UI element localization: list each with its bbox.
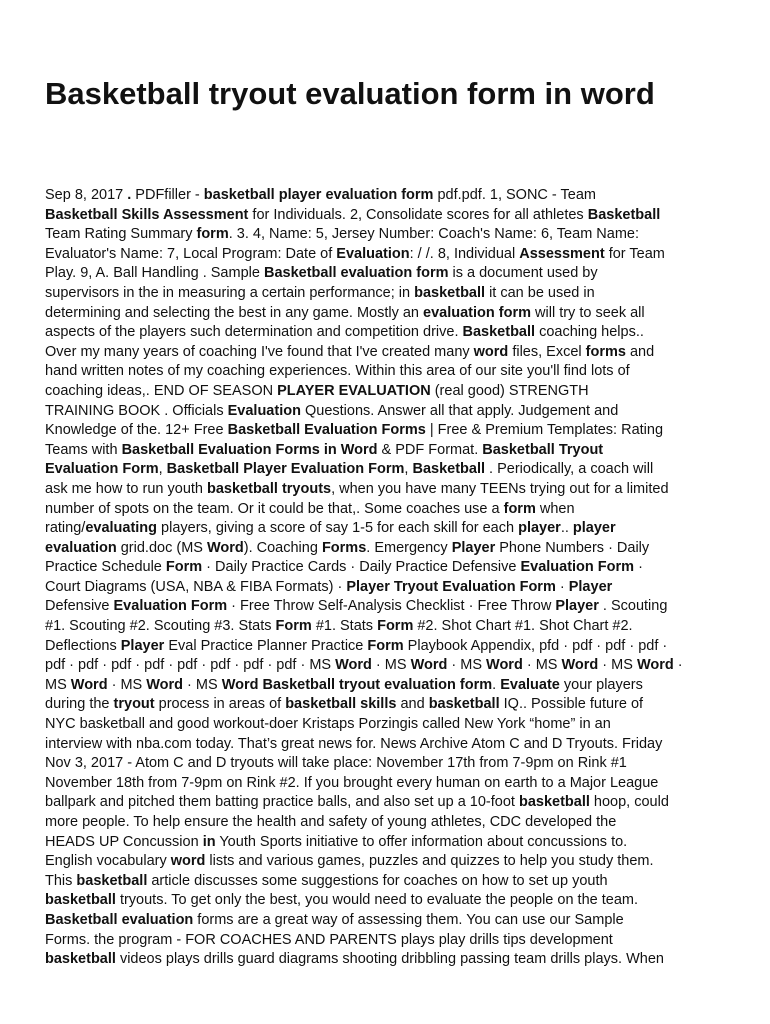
bold-keyword: Word — [486, 657, 523, 674]
text-run: coaching ideas,. END OF SEASON — [45, 382, 278, 399]
text-run: number of spots on the team. Or it could be that,. Some coaches use a — [45, 500, 504, 517]
text-run: · MS — [522, 657, 562, 674]
bold-keyword: . — [127, 187, 132, 203]
bold-keyword: Basketball Player Evaluation Form — [166, 461, 405, 478]
text-run: · — [555, 578, 569, 595]
text-run: , — [404, 461, 413, 478]
bold-keyword: Word — [206, 539, 244, 556]
bold-keyword: Basketball evaluation form — [263, 265, 449, 282]
text-run: #1. Stats — [311, 618, 378, 635]
text-run: This — [45, 872, 77, 889]
bold-keyword: Player Tryout Evaluation Form — [346, 578, 556, 595]
text-run: Deflections — [45, 637, 121, 654]
text-run: coaching helps.. — [535, 324, 644, 341]
bold-keyword: evaluation form — [423, 304, 531, 321]
text-run: Play. 9, A. Ball Handling . Sample — [45, 265, 264, 282]
text-line — [45, 519, 725, 539]
bold-keyword: PLAYER EVALUATION — [277, 382, 431, 399]
bold-keyword: player — [518, 520, 561, 537]
text-run: . Periodically, a coach will — [485, 461, 654, 478]
text-run: .. — [560, 520, 573, 537]
text-run: article discusses some suggestions for coaches on how to set up youth — [147, 872, 608, 889]
text-run: ). Coaching — [243, 539, 322, 556]
text-line — [45, 284, 725, 304]
bold-keyword: Assessment — [519, 245, 605, 262]
bold-keyword: Form — [377, 618, 414, 635]
text-run: it can be used in — [485, 284, 595, 301]
text-run: IQ.. Possible future of — [499, 696, 644, 713]
text-run: determining and selecting the best in any game. Mostly an — [45, 304, 424, 321]
bold-keyword: basketball skills — [285, 696, 397, 713]
text-run: Defensive — [45, 598, 114, 615]
text-run: Nov 3, 2017 - Atom C and D tryouts will take place: November 17th from 7-9pm on Rink #1 — [45, 755, 627, 772]
text-line — [45, 774, 725, 794]
text-run: Over my many years of coaching I've found that I've created many — [45, 343, 474, 360]
text-run: hand written notes of my coaching experiences. Within this area of our site you'll find lots of — [45, 363, 630, 380]
text-run: , — [158, 461, 167, 478]
bold-keyword: Word — [561, 657, 599, 674]
bold-keyword: Player — [555, 598, 599, 615]
text-run: · MS — [371, 657, 411, 674]
text-line — [45, 323, 725, 343]
text-run: tryouts. To get only the best, you would need to evaluate the people on the team. — [115, 892, 639, 909]
text-line — [45, 382, 725, 402]
text-line — [45, 872, 725, 892]
text-line — [45, 362, 725, 382]
bold-keyword: Basketball Tryout — [482, 441, 604, 458]
text-line — [45, 421, 725, 441]
text-run: #2. Shot Chart #1. Shot Chart #2. — [413, 618, 633, 635]
bold-keyword: Form — [165, 559, 203, 576]
text-run: hoop, could — [589, 794, 669, 811]
bold-keyword: Basketball evaluation — [45, 911, 194, 928]
bold-keyword: basketball — [45, 892, 116, 909]
bold-keyword: Evaluate — [500, 676, 560, 693]
text-run: forms are a great way of assessing them. You can use our Sample — [193, 911, 624, 928]
bold-keyword: Form — [367, 637, 404, 654]
text-run: | Free & Premium Templates: Rating — [425, 422, 664, 439]
bold-keyword: Basketball Evaluation Forms — [227, 422, 426, 439]
text-line — [45, 206, 725, 226]
text-line — [45, 891, 725, 911]
text-run: Court Diagrams (USA, NBA & FIBA Formats) · — [45, 578, 347, 595]
text-run: ballpark and pitched them batting practice balls, and also set up a 10-foot — [45, 794, 519, 811]
text-run: Youth Sports initiative to offer information about concussions to. — [215, 833, 628, 850]
text-run: · — [673, 657, 683, 674]
text-run: #1. Scouting #2. Scouting #3. Stats — [45, 618, 276, 635]
bold-keyword: basketball — [428, 696, 500, 713]
text-run: supervisors in the in measuring a certain performance; in — [45, 284, 415, 301]
bold-keyword: basketball — [45, 951, 116, 968]
text-run: your players — [559, 676, 643, 693]
text-line — [45, 931, 725, 951]
text-run: is a document used by — [448, 265, 598, 282]
text-run: TRAINING BOOK . Officials — [45, 402, 228, 419]
text-run: · MS — [598, 657, 637, 674]
text-run: Phone Numbers · Daily — [495, 539, 650, 556]
text-run: (real good) STRENGTH — [430, 382, 589, 399]
text-line — [45, 911, 725, 931]
text-line — [45, 676, 725, 696]
bold-keyword: Word — [70, 676, 108, 693]
text-run: players, giving a score of say 1-5 for each skill for each — [157, 520, 519, 537]
bold-keyword: Word — [410, 657, 448, 674]
bold-keyword: Player — [451, 539, 496, 556]
text-run: MS — [45, 676, 71, 693]
text-run: HEADS UP Concussion — [45, 833, 203, 850]
text-run: · MS — [183, 676, 222, 693]
bold-keyword: Evaluation Form — [113, 598, 228, 615]
text-line — [45, 343, 725, 363]
text-run: . Scouting — [598, 598, 668, 615]
text-line — [45, 754, 725, 774]
text-line — [45, 578, 725, 598]
text-line — [45, 245, 725, 265]
text-run: pdf · pdf · pdf · pdf · pdf · pdf · pdf · pdf · MS — [45, 657, 336, 674]
bold-keyword: Word Basketball tryout evaluation form — [221, 676, 493, 693]
text-line — [45, 500, 725, 520]
text-run: NYC basketball and good workout-doer Kristaps Porzingis called New York “home” in an — [45, 716, 611, 733]
text-run: ask me how to run youth — [45, 480, 207, 497]
bold-keyword: Basketball Evaluation Forms in Word — [121, 441, 378, 458]
text-run: : / /. 8, Individual — [409, 245, 520, 262]
text-line — [45, 186, 725, 206]
text-run: Knowledge of the. 12+ Free — [45, 422, 228, 439]
text-line — [45, 852, 725, 872]
body-paragraph — [45, 186, 725, 970]
bold-keyword: Evaluation — [227, 402, 301, 419]
text-run: aspects of the players such determination and competition drive. — [45, 324, 463, 341]
text-run: during the — [45, 696, 114, 713]
text-run: files, Excel — [508, 343, 586, 360]
bold-keyword: Evaluation — [336, 245, 410, 262]
bold-keyword: Evaluation Form — [45, 461, 159, 478]
text-line — [45, 480, 725, 500]
bold-keyword: Player — [568, 578, 613, 595]
bold-keyword: Basketball — [587, 206, 661, 223]
bold-keyword: Form — [275, 618, 312, 635]
text-run: Teams with — [45, 441, 122, 458]
text-run: when — [535, 500, 575, 517]
bold-keyword: Word — [636, 657, 674, 674]
bold-keyword: forms — [585, 343, 626, 360]
text-run: & PDF Format. — [377, 441, 483, 458]
text-run: Practice Schedule — [45, 559, 166, 576]
text-run: Forms. the program - FOR COACHES AND PARENTS plays play drills tips development — [45, 931, 613, 948]
text-run: lists and various games, puzzles and quizzes to help you study them. — [205, 853, 654, 870]
text-run: will try to seek all — [531, 304, 645, 321]
bold-keyword: word — [170, 853, 206, 870]
text-run: and — [396, 696, 429, 713]
text-run: Evaluator's Name: 7, Local Program: Date of — [45, 245, 337, 262]
text-line — [45, 793, 725, 813]
text-run: videos plays drills guard diagrams shooting dribbling passing team drills plays. When — [115, 951, 664, 968]
bold-keyword: player — [572, 520, 616, 537]
text-line — [45, 597, 725, 617]
text-run: · MS — [447, 657, 487, 674]
bold-keyword: basketball — [414, 284, 486, 301]
text-line — [45, 539, 725, 559]
text-line — [45, 558, 725, 578]
text-line — [45, 695, 725, 715]
text-run: , when you have many TEENs trying out for a limited — [331, 480, 669, 497]
bold-keyword: in — [202, 833, 216, 850]
text-run: · Free Throw Self-Analysis Checklist · Free Throw — [227, 598, 556, 615]
text-run: for Individuals. 2, Consolidate scores for all athletes — [248, 206, 588, 223]
text-line — [45, 735, 725, 755]
text-run: Eval Practice Planner Practice — [164, 637, 368, 654]
text-line — [45, 813, 725, 833]
bold-keyword: form — [196, 226, 229, 243]
text-run: rating/ — [45, 520, 86, 537]
text-run: . — [492, 676, 501, 693]
text-line — [45, 225, 725, 245]
page-title: Basketball tryout evaluation form in word — [45, 76, 655, 111]
bold-keyword: basketball — [518, 794, 590, 811]
text-line — [45, 304, 725, 324]
text-run: process in areas of — [154, 696, 286, 713]
text-line — [45, 460, 725, 480]
text-run: for Team — [604, 245, 665, 262]
text-run: Playbook Appendix, pfd · pdf · pdf · pdf · — [403, 637, 668, 654]
text-run: Questions. Answer all that apply. Judgement and — [300, 402, 619, 419]
text-run: . 3. 4, Name: 5, Jersey Number: Coach's Name: 6, Team Name: — [228, 226, 640, 243]
bold-keyword: evaluation — [45, 539, 117, 556]
bold-keyword: Forms — [321, 539, 367, 556]
text-run: November 18th from 7-9pm on Rink #2. If you brought every human on earth to a Major League — [45, 774, 659, 791]
bold-keyword: form — [503, 500, 536, 517]
text-run: . Emergency — [366, 539, 452, 556]
text-run: Sep 8, 2017 — [45, 187, 128, 203]
bold-keyword: Basketball — [412, 461, 486, 478]
bold-keyword: Basketball — [462, 324, 536, 341]
text-run: grid.doc (MS — [116, 539, 207, 556]
bold-keyword: Player — [120, 637, 165, 654]
text-run: pdf.pdf. 1, SONC - Team — [433, 187, 596, 203]
text-line — [45, 441, 725, 461]
text-run: PDFfiller - — [131, 187, 204, 203]
bold-keyword: basketball player evaluation form — [203, 187, 434, 203]
text-line — [45, 637, 725, 657]
text-run: Team Rating Summary — [45, 226, 197, 243]
text-run: · — [634, 559, 643, 576]
bold-keyword: basketball tryouts — [207, 480, 332, 497]
text-line — [45, 402, 725, 422]
text-run: interview with nba.com today. That’s great news for. News Archive Atom C and D Tryouts. Friday — [45, 735, 663, 752]
text-line — [45, 656, 725, 676]
bold-keyword: Word — [335, 657, 372, 674]
bold-keyword: evaluating — [85, 520, 158, 537]
text-line — [45, 833, 725, 853]
bold-keyword: Evaluation Form — [520, 559, 635, 576]
bold-keyword: word — [473, 343, 509, 360]
text-line — [45, 617, 725, 637]
bold-keyword: basketball — [76, 872, 148, 889]
text-run: and — [625, 343, 655, 360]
text-run: · MS — [107, 676, 147, 693]
text-run: · Daily Practice Cards · Daily Practice Defensive — [202, 559, 521, 576]
bold-keyword: Word — [146, 676, 184, 693]
text-run: English vocabulary — [45, 853, 171, 870]
bold-keyword: tryout — [113, 696, 155, 713]
bold-keyword: Basketball Skills Assessment — [45, 206, 249, 223]
text-line — [45, 264, 725, 284]
text-line — [45, 950, 725, 970]
text-line — [45, 715, 725, 735]
text-run: more people. To help ensure the health and safety of young athletes, CDC developed the — [45, 814, 617, 830]
